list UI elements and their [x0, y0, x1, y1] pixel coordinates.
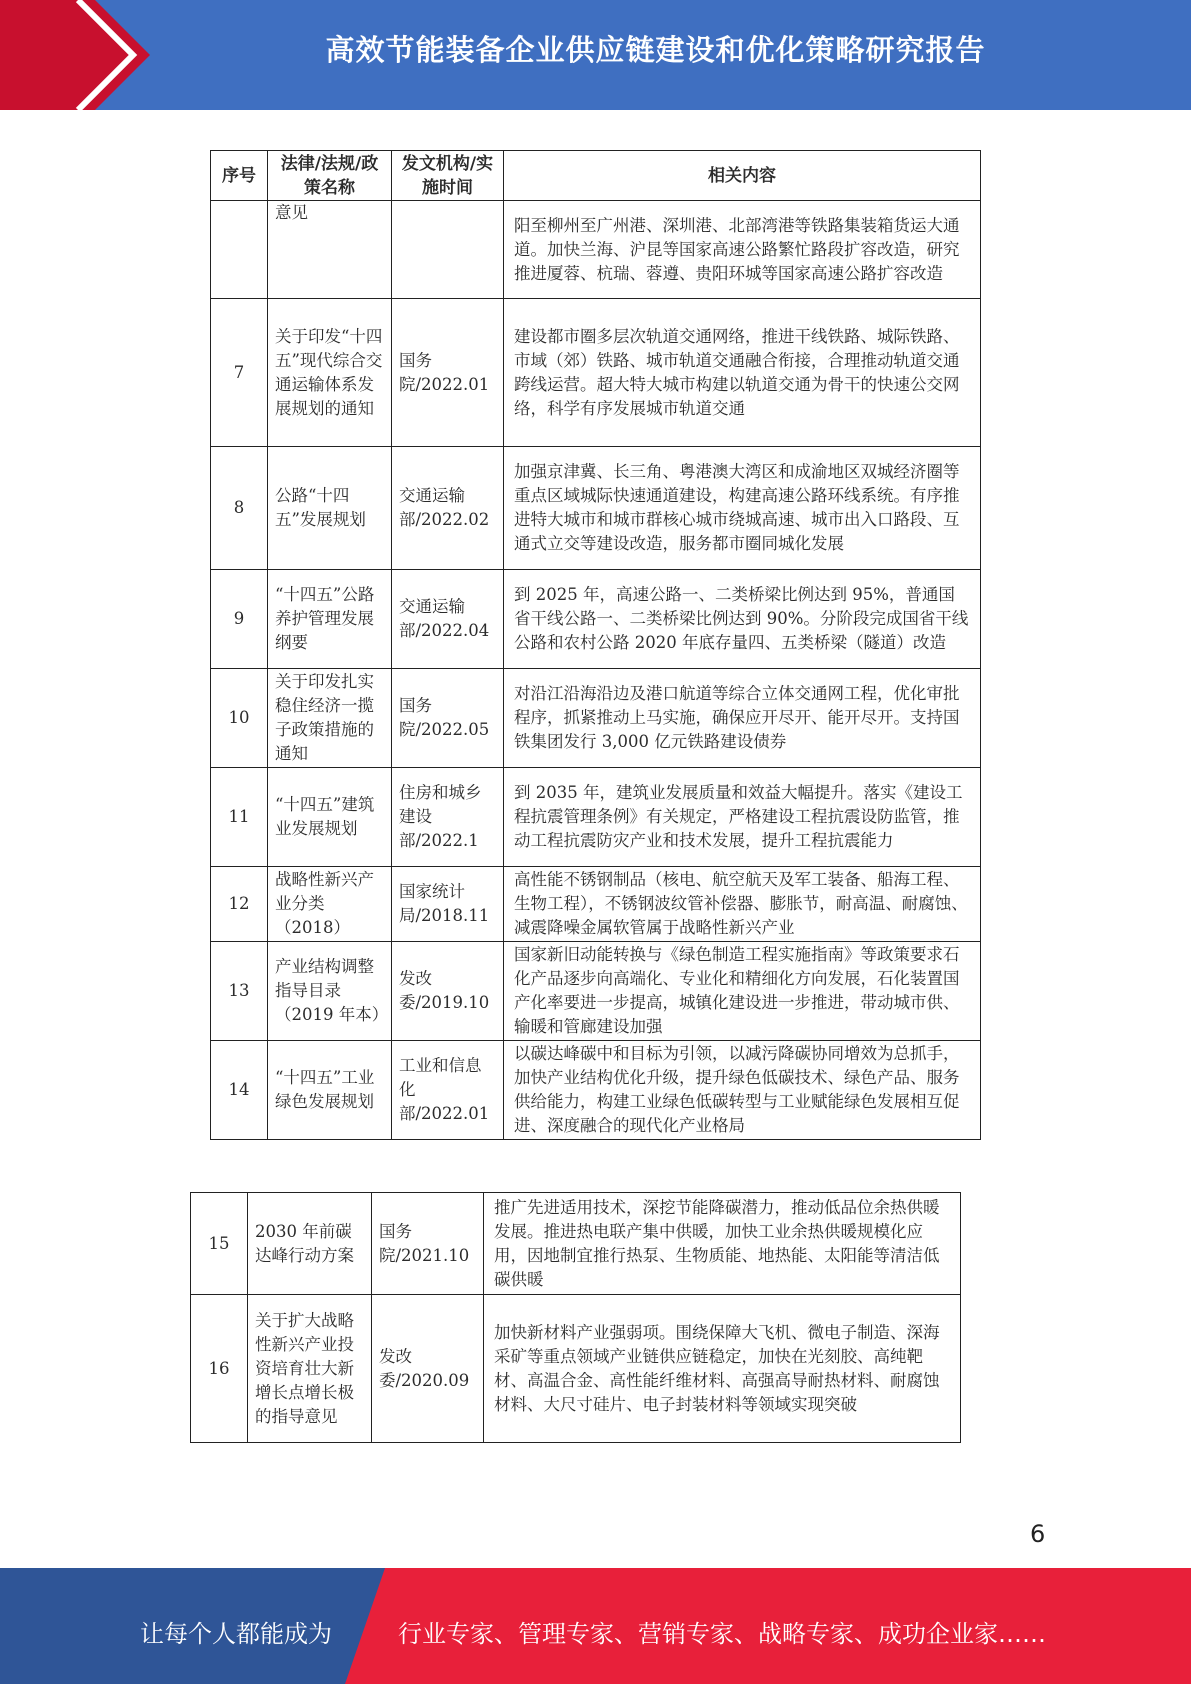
table-row: [211, 299, 981, 447]
table-row: [211, 201, 981, 299]
issuing-org: [392, 201, 504, 299]
policy-content: 高性能不锈钢制品（核电、航空航天及军工装备、船海工程、生物工程），不锈钢波纹管补偿器、膨胀节，耐高温、耐腐蚀、减震降噪金属软管属于战略性新兴产业: [504, 867, 981, 942]
header-name: 法律/法规/政策名称: [268, 151, 392, 201]
policy-name: 战略性新兴产业分类（2018）: [268, 867, 392, 942]
row-number: 8: [211, 447, 268, 570]
policy-content: 国家新旧动能转换与《绿色制造工程实施指南》等政策要求石化产品逐步向高端化、专业化和精细化方向发展，石化装置国产化率要进一步提高，城镇化建设进一步推进，带动城市供、输暖和管廊建设加强: [504, 942, 981, 1041]
page-header: [0, 0, 1191, 110]
row-number: 12: [211, 867, 268, 942]
issuing-org: 发改委/2019.10: [392, 942, 504, 1041]
policy-name: 关于印发“十四五”现代综合交通运输体系发展规划的通知: [268, 299, 392, 447]
header-org: 发文机构/实施时间: [392, 151, 504, 201]
issuing-org: 交通运输部/2022.04: [392, 570, 504, 669]
report-title: 高效节能装备企业供应链建设和优化策略研究报告: [325, 33, 986, 67]
table-row: [211, 570, 981, 669]
policy-name: 2030 年前碳达峰行动方案: [248, 1193, 372, 1295]
header-content: 相关内容: [504, 151, 981, 201]
row-number: 13: [211, 942, 268, 1041]
page-number: 6: [1030, 1520, 1046, 1548]
policy-table-continued: [190, 1192, 961, 1443]
policy-name: 产业结构调整指导目录（2019 年本）: [268, 942, 392, 1041]
policy-content: 到 2035 年，建筑业发展质量和效益大幅提升。落实《建设工程抗震管理条例》有关规定，严格建设工程抗震设防监管，推动工程抗震防灾产业和技术发展，提升工程抗震能力: [504, 768, 981, 867]
issuing-org: 发改委/2020.09: [372, 1295, 484, 1443]
header-arrow-decoration: [0, 0, 150, 110]
table-row: [211, 867, 981, 942]
policy-name: 意见: [268, 201, 392, 299]
policy-name: 公路“十四五”发展规划: [268, 447, 392, 570]
row-number: 14: [211, 1041, 268, 1140]
policy-content: 加快新材料产业强弱项。围绕保障大飞机、微电子制造、深海采矿等重点领域产业链供应链稳定，加快在光刻胶、高纯靶材、高温合金、高性能纤维材料、高强高导耐热材料、耐腐蚀材料、大尺寸硅片、电子封装材料等领域实现突破: [484, 1295, 961, 1443]
table-row: [191, 1295, 961, 1443]
header-no: 序号: [211, 151, 268, 201]
policy-content: 以碳达峰碳中和目标为引领，以减污降碳协同增效为总抓手，加快产业结构优化升级，提升绿色低碳技术、绿色产品、服务供给能力，构建工业绿色低碳转型与工业赋能绿色发展相互促进、深度融合的现代化产业格局: [504, 1041, 981, 1140]
issuing-org: 住房和城乡建设部/2022.1: [392, 768, 504, 867]
issuing-org: 国务院/2021.10: [372, 1193, 484, 1295]
policy-name: 关于印发扎实稳住经济一揽子政策措施的通知: [268, 669, 392, 768]
policy-content: 对沿江沿海沿边及港口航道等综合立体交通网工程，优化审批程序，抓紧推动上马实施，确保应开尽开、能开尽开。支持国铁集团发行 3,000 亿元铁路建设债券: [504, 669, 981, 768]
policy-content: 建设都市圈多层次轨道交通网络，推进干线铁路、城际铁路、市域（郊）铁路、城市轨道交通融合衔接，合理推动轨道交通跨线运营。超大特大城市构建以轨道交通为骨干的快速公交网络，科学有序发展城市轨道交通: [504, 299, 981, 447]
policy-content: 加强京津冀、长三角、粤港澳大湾区和成渝地区双城经济圈等重点区域城际快速通道建设，构建高速公路环线系统。有序推进特大城市和城市群核心城市绕城高速、城市出入口路段、互通式立交等建设改造，服务都市圈同城化发展: [504, 447, 981, 570]
policy-name: 关于扩大战略性新兴产业投资培育壮大新增长点增长极的指导意见: [248, 1295, 372, 1443]
issuing-org: 交通运输部/2022.02: [392, 447, 504, 570]
row-number: 7: [211, 299, 268, 447]
policy-table: [210, 150, 981, 1140]
row-number: 15: [191, 1193, 248, 1295]
row-number: 10: [211, 669, 268, 768]
table-row: [191, 1193, 961, 1295]
table-row: [211, 1041, 981, 1140]
issuing-org: 国家统计局/2018.11: [392, 867, 504, 942]
row-number: 11: [211, 768, 268, 867]
issuing-org: 国务院/2022.01: [392, 299, 504, 447]
table-row: [211, 942, 981, 1041]
policy-name: “十四五”工业绿色发展规划: [268, 1041, 392, 1140]
policy-name: “十四五”公路养护管理发展纲要: [268, 570, 392, 669]
row-number: 16: [191, 1295, 248, 1443]
table-row: [211, 447, 981, 570]
row-number: [211, 201, 268, 299]
footer-slogan-left: 让每个人都能成为: [140, 1620, 332, 1648]
issuing-org: 工业和信息化部/2022.01: [392, 1041, 504, 1140]
policy-content: 阳至柳州至广州港、深圳港、北部湾港等铁路集装箱货运大通道。加快兰海、沪昆等国家高速公路繁忙路段扩容改造，研究推进厦蓉、杭瑞、蓉遵、贵阳环城等国家高速公路扩容改造: [504, 201, 981, 299]
issuing-org: 国务院/2022.05: [392, 669, 504, 768]
footer-slogan-right: 行业专家、管理专家、营销专家、战略专家、成功企业家……: [398, 1620, 1046, 1648]
table-row: [211, 669, 981, 768]
table-row: [211, 768, 981, 867]
policy-content: 到 2025 年，高速公路一、二类桥梁比例达到 95%，普通国省干线公路一、二类桥梁比例达到 90%。分阶段完成国省干线公路和农村公路 2020 年底存量四、五类桥梁（隧道）改造: [504, 570, 981, 669]
policy-content: 推广先进适用技术，深挖节能降碳潜力，推动低品位余热供暖发展。推进热电联产集中供暖，加快工业余热供暖规模化应用，因地制宜推行热泵、生物质能、地热能、太阳能等清洁低碳供暖: [484, 1193, 961, 1295]
table-header-row: [211, 151, 981, 201]
row-number: 9: [211, 570, 268, 669]
policy-name: “十四五”建筑业发展规划: [268, 768, 392, 867]
